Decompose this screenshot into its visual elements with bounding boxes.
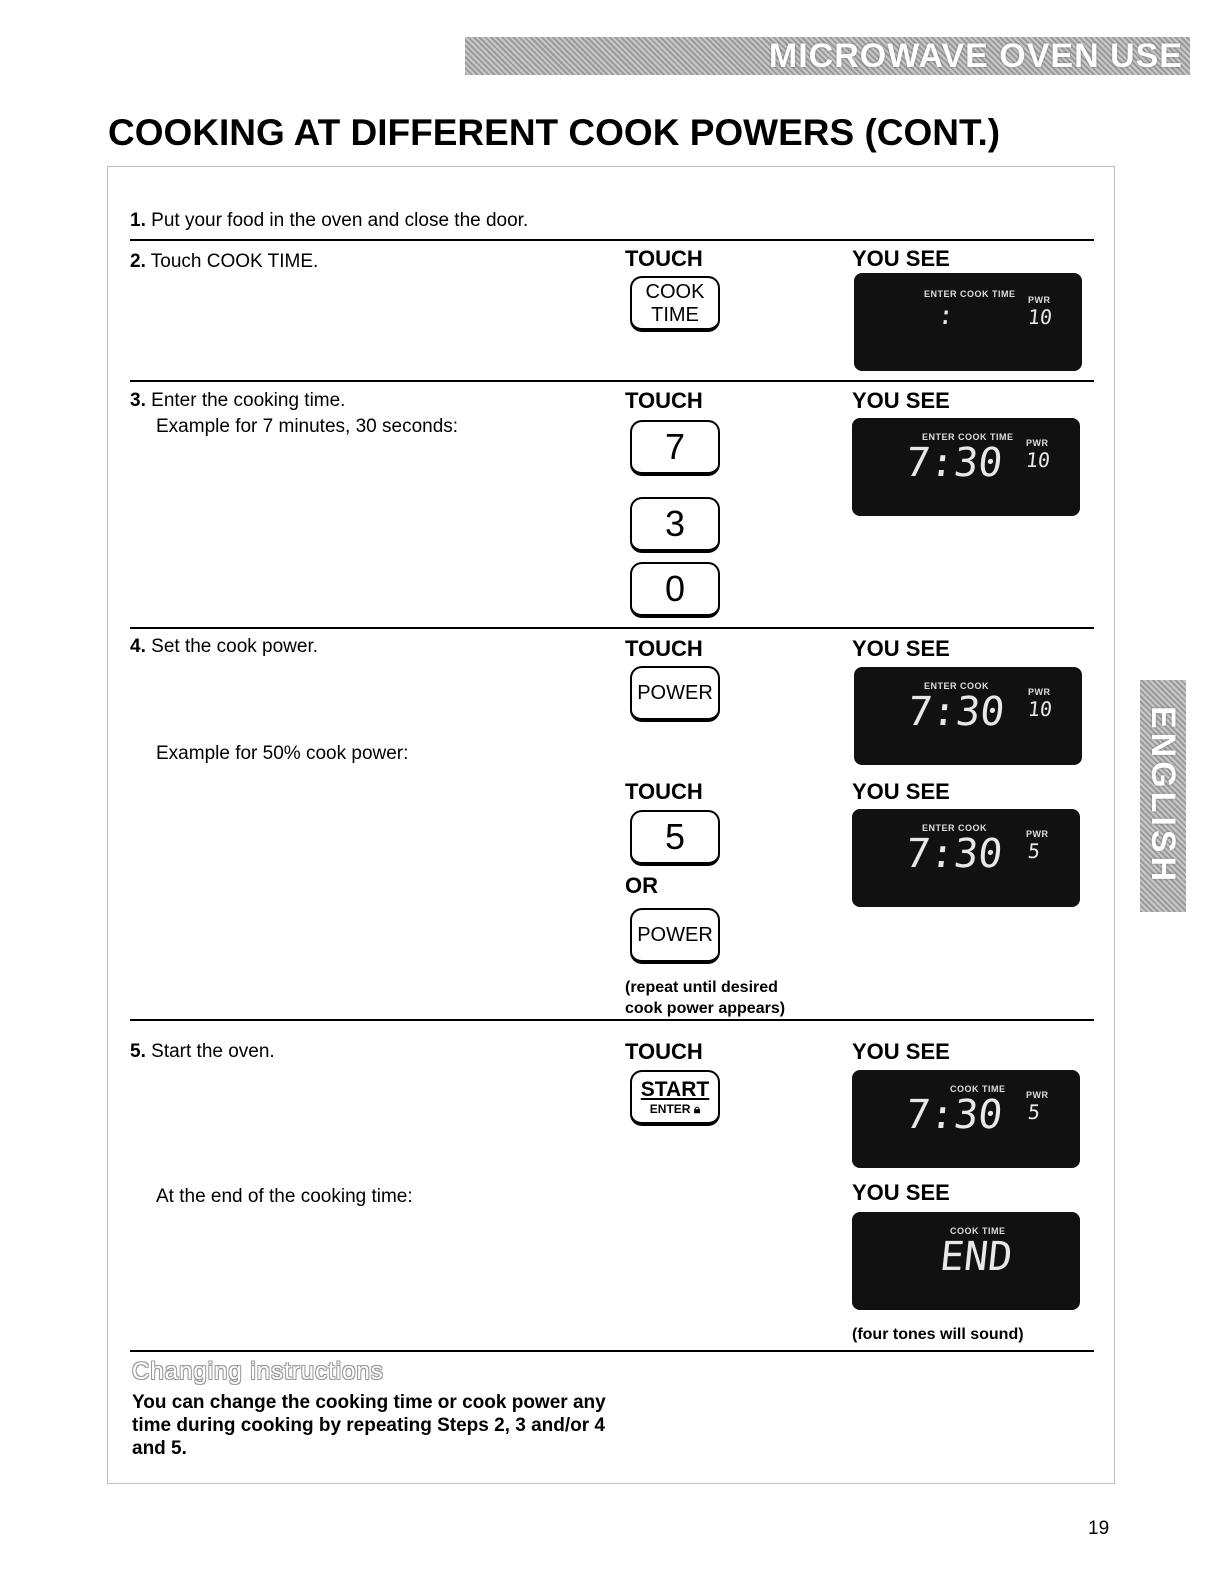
touch-heading: TOUCH — [625, 388, 703, 413]
page-title: COOKING AT DIFFERENT COOK POWERS (CONT.) — [108, 112, 1001, 153]
touch-heading: TOUCH — [625, 246, 703, 271]
display-indicators: ENTER COOK TIME — [922, 432, 1014, 442]
start-enter-key[interactable] — [630, 1070, 720, 1126]
display-power: 10 — [1024, 448, 1052, 472]
divider — [130, 627, 1094, 629]
key-label — [632, 1102, 718, 1116]
display-indicators: ENTER COOK — [924, 681, 990, 691]
key-label: POWER — [637, 682, 713, 704]
oven-display — [852, 1212, 1080, 1310]
touch-heading: TOUCH — [625, 779, 703, 804]
number-key-7[interactable] — [630, 420, 720, 476]
you-see-heading: YOU SEE — [852, 636, 950, 661]
display-power: 10 — [1026, 305, 1054, 329]
changing-instructions-heading: Changing instructions — [132, 1358, 384, 1385]
note-line: cook power appears) — [625, 1000, 786, 1017]
lock-icon: 🔒︎ — [693, 1102, 701, 1116]
you-see-heading: YOU SEE — [852, 1039, 950, 1064]
key-sublabel: ENTER — [649, 1102, 691, 1116]
step-example: Example for 7 minutes, 30 seconds: — [156, 416, 459, 437]
step-number: 2. — [130, 251, 146, 272]
step-text: Set the cook power. — [151, 636, 319, 657]
number-key-5[interactable] — [630, 810, 720, 866]
or-label: OR — [625, 873, 658, 898]
step-1 — [130, 210, 528, 232]
step-text: Enter the cooking time. — [151, 390, 346, 411]
divider — [130, 1019, 1094, 1021]
step-2 — [130, 251, 318, 273]
oven-display — [852, 418, 1080, 516]
number-key-3[interactable] — [630, 497, 720, 553]
pwr-indicator: PWR — [1028, 687, 1051, 697]
oven-display — [852, 809, 1080, 907]
oven-display — [852, 1070, 1080, 1168]
divider — [130, 380, 1094, 382]
display-indicators: ENTER COOK — [922, 823, 988, 833]
display-indicators: COOK TIME — [950, 1226, 1006, 1236]
display-power: 5 — [1026, 1100, 1042, 1124]
display-main: 7:30 — [903, 440, 1005, 486]
key-label: START — [640, 1078, 710, 1101]
display-main: : — [936, 301, 956, 331]
step-example: At the end of the cooking time: — [156, 1186, 413, 1207]
power-key[interactable] — [630, 666, 720, 722]
note-line: (repeat until desired — [625, 979, 778, 996]
key-label: 7 — [664, 426, 686, 467]
divider — [130, 239, 1094, 241]
step-number: 5. — [130, 1041, 146, 1062]
display-main: 7:30 — [903, 1092, 1005, 1138]
step-text: Put your food in the oven and close the door. — [151, 210, 529, 231]
you-see-heading: YOU SEE — [852, 388, 950, 413]
step-text: Start the oven. — [151, 1041, 275, 1062]
display-indicators: COOK TIME — [950, 1084, 1006, 1094]
step-number: 1. — [130, 210, 146, 231]
you-see-heading: YOU SEE — [852, 246, 950, 271]
step-example: Example for 50% cook power: — [156, 743, 409, 764]
step-text: Touch COOK TIME. — [150, 251, 319, 272]
step-5 — [130, 1041, 275, 1063]
display-main: 7:30 — [903, 831, 1005, 877]
power-key[interactable] — [630, 908, 720, 964]
key-label: 0 — [664, 568, 686, 609]
step-number: 3. — [130, 390, 146, 411]
key-label: 5 — [664, 816, 686, 857]
repeat-note — [625, 977, 785, 1019]
key-label: TIME — [651, 304, 699, 326]
changing-instructions-body: You can change the cooking time or cook power any time during cooking by repeating Steps 2, 3 and/or 4 and 5. — [132, 1392, 606, 1459]
oven-display — [854, 273, 1082, 371]
display-power: 10 — [1026, 697, 1054, 721]
key-label: POWER — [637, 924, 713, 946]
display-main: 7:30 — [905, 689, 1007, 735]
divider — [130, 1350, 1094, 1352]
you-see-heading: YOU SEE — [852, 779, 950, 804]
pwr-indicator: PWR — [1026, 1090, 1049, 1100]
step-4 — [130, 636, 318, 658]
page-number: 19 — [1088, 1518, 1110, 1539]
pwr-indicator: PWR — [1026, 438, 1049, 448]
touch-heading: TOUCH — [625, 636, 703, 661]
display-main: END — [937, 1234, 1015, 1280]
display-power: 5 — [1026, 839, 1042, 863]
language-tab: ENGLISH — [1144, 706, 1182, 886]
tones-note: (four tones will sound) — [852, 1326, 1024, 1343]
cook-time-key[interactable] — [630, 276, 720, 332]
section-header: MICROWAVE OVEN USE — [768, 37, 1183, 75]
pwr-indicator: PWR — [1026, 829, 1049, 839]
key-label: COOK — [645, 281, 705, 303]
step-3 — [130, 390, 345, 412]
pwr-indicator: PWR — [1028, 295, 1051, 305]
you-see-heading: YOU SEE — [852, 1180, 950, 1205]
oven-display — [854, 667, 1082, 765]
touch-heading: TOUCH — [625, 1039, 703, 1064]
display-indicators: ENTER COOK TIME — [924, 289, 1016, 299]
key-label: 3 — [664, 503, 686, 544]
number-key-0[interactable] — [630, 562, 720, 618]
step-number: 4. — [130, 636, 146, 657]
